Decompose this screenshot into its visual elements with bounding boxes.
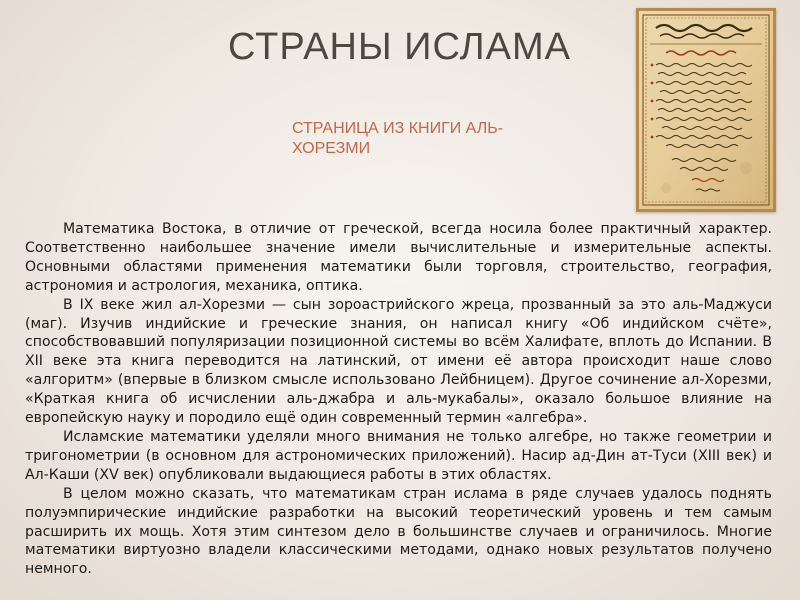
paragraph: Математика Востока, в отличие от греческой, всегда носила более практичный характер. Соответственно наибольшее значение имели вычислительные и измерительные аспекты. Основными областями применения математики были торговля, строительство, география, астрономия и астрология, механика, оптика. (25, 221, 772, 294)
slide-body-text (25, 220, 772, 600)
paragraph: В целом можно сказать, что математикам стран ислама в ряде случаев удалось поднять полуэмпирические индийские разработки на высокий теоретический уровень и тем самым расширить их мощь. Хотя этим синтезом дело в большинстве случаев и ограничилось. Многие математики виртуозно владели классическими методами, однако новых результатов получено немного. (25, 485, 772, 578)
slide-subtitle: СТРАНИЦА ИЗ КНИГИ АЛЬ-ХОРЕЗМИ (292, 120, 504, 157)
slide-title: СТРАНЫ ИСЛАМА (228, 26, 571, 68)
paragraph: Исламские математики уделяли много внимания не только алгебре, но также геометрии и тригонометрии (в основном для астрономических приложений). Насир ад-Дин ат-Туси (XIII век) и Ал-Каши (XV век) опубликовали выдающиеся работы в этих областях. (25, 428, 772, 483)
paragraph: В IX веке жил ал-Хорезми — сын зороастрийского жреца, прозванный за это аль-Маджуси (маг). Изучив индийские и греческие знания, он написал книгу «Об индийском счёте», способствовавший популяризации позиционной системы во всём Халифате, вплоть до Испании. В XII веке эта книга переводится на латинский, от имени её автора происходит наше слово «алгоритм» (впервые в близком смысле использовано Лейбницем). Другое сочинение ал-Хорезми, «Краткая книга об исчислении аль-джабра и аль-мукабалы», оказало большое влияние на европейскую науку и породило ещё один современный термин «алгебра». (25, 296, 772, 427)
manuscript-illustration (636, 8, 776, 212)
manuscript-page-image (636, 8, 776, 212)
